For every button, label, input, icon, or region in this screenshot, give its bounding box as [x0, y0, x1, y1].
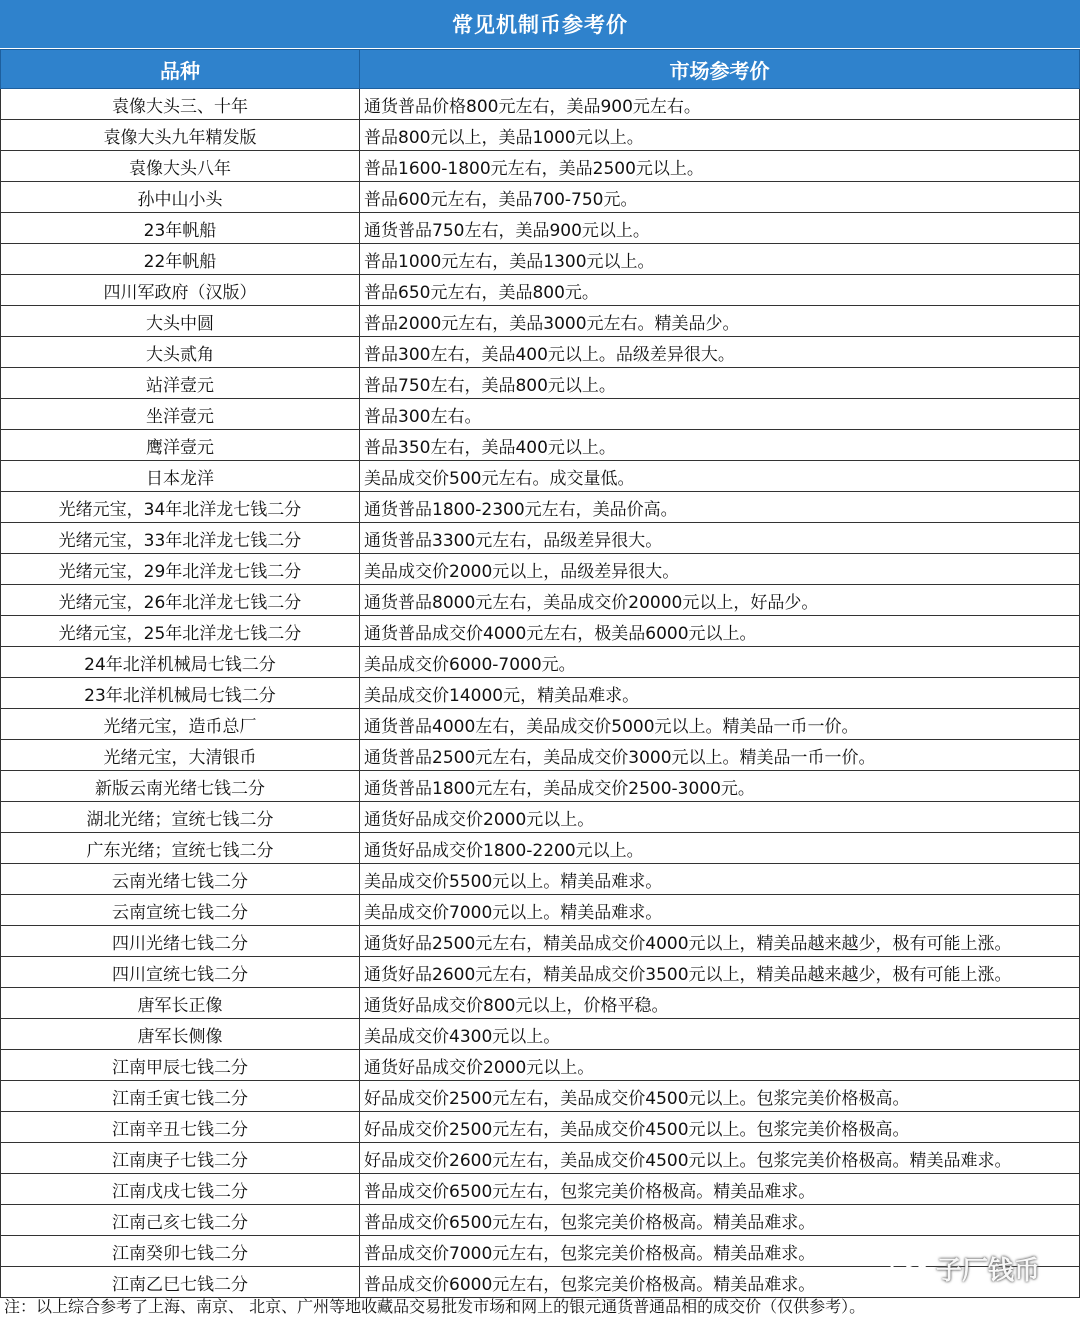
coin-variety-cell: 唐军长正像 [1, 988, 360, 1019]
coin-variety-cell: 江南辛丑七钱二分 [1, 1112, 360, 1143]
coin-variety-cell: 23年帆船 [1, 213, 360, 244]
market-price-cell: 通货普品3300元左右，品级差异很大。 [360, 523, 1080, 554]
table-row [1, 89, 1080, 120]
market-price-cell: 好品成交价2500元左右，美品成交价4500元以上。包浆完美价格极高。 [360, 1081, 1080, 1112]
table-row [1, 1205, 1080, 1236]
market-price-cell: 通货普品8000元左右，美品成交价20000元以上，好品少。 [360, 585, 1080, 616]
coin-variety-cell: 云南光绪七钱二分 [1, 864, 360, 895]
coin-variety-cell: 江南壬寅七钱二分 [1, 1081, 360, 1112]
market-price-cell: 美品成交价4300元以上。 [360, 1019, 1080, 1050]
table-row [1, 1174, 1080, 1205]
table-row [1, 926, 1080, 957]
table-row [1, 1081, 1080, 1112]
coin-variety-cell: 24年北洋机械局七钱二分 [1, 647, 360, 678]
table-row [1, 957, 1080, 988]
coin-variety-cell: 袁像大头三、十年 [1, 89, 360, 120]
table-row [1, 368, 1080, 399]
market-price-cell: 美品成交价14000元，精美品难求。 [360, 678, 1080, 709]
market-price-cell: 通货普品价格800元左右，美品900元左右。 [360, 89, 1080, 120]
coin-variety-cell: 光绪元宝，25年北洋龙七钱二分 [1, 616, 360, 647]
coin-variety-cell: 站洋壹元 [1, 368, 360, 399]
market-price-cell: 普品300左右。 [360, 399, 1080, 430]
table-row [1, 1143, 1080, 1174]
coin-variety-cell: 光绪元宝，33年北洋龙七钱二分 [1, 523, 360, 554]
coin-variety-cell: 光绪元宝，26年北洋龙七钱二分 [1, 585, 360, 616]
coin-variety-cell: 江南甲辰七钱二分 [1, 1050, 360, 1081]
market-price-cell: 普品750左右，美品800元以上。 [360, 368, 1080, 399]
table-title: 常见机制币参考价 [0, 0, 1080, 49]
wechat-icon [890, 1252, 930, 1286]
coin-variety-cell: 袁像大头八年 [1, 151, 360, 182]
market-price-cell: 普品600元左右，美品700-750元。 [360, 182, 1080, 213]
coin-variety-cell: 23年北洋机械局七钱二分 [1, 678, 360, 709]
market-price-cell: 美品成交价7000元以上。精美品难求。 [360, 895, 1080, 926]
table-row [1, 399, 1080, 430]
coin-variety-cell: 江南戊戌七钱二分 [1, 1174, 360, 1205]
table-row [1, 678, 1080, 709]
table-row [1, 740, 1080, 771]
coin-variety-cell: 新版云南光绪七钱二分 [1, 771, 360, 802]
price-table [0, 49, 1080, 1298]
watermark-text: 子厂钱币 [936, 1256, 1041, 1286]
coin-variety-cell: 四川宣统七钱二分 [1, 957, 360, 988]
table-row [1, 213, 1080, 244]
table-row [1, 430, 1080, 461]
coin-variety-cell: 鹰洋壹元 [1, 430, 360, 461]
coin-variety-cell: 光绪元宝，大清银币 [1, 740, 360, 771]
market-price-cell: 通货普品4000左右，美品成交价5000元以上。精美品一币一价。 [360, 709, 1080, 740]
coin-variety-cell: 光绪元宝，29年北洋龙七钱二分 [1, 554, 360, 585]
market-price-cell: 通货好品成交价1800-2200元以上。 [360, 833, 1080, 864]
market-price-cell: 普品成交价7000元左右，包浆完美价格极高。精美品难求。 [360, 1236, 1080, 1267]
table-row [1, 120, 1080, 151]
coin-variety-cell: 大头中圆 [1, 306, 360, 337]
market-price-cell: 好品成交价2600元左右，美品成交价4500元以上。包浆完美价格极高。精美品难求。 [360, 1143, 1080, 1174]
watermark [890, 1250, 1040, 1287]
market-price-cell: 美品成交价2000元以上，品级差异很大。 [360, 554, 1080, 585]
table-row [1, 833, 1080, 864]
market-price-cell: 普品800元以上，美品1000元以上。 [360, 120, 1080, 151]
table-row [1, 492, 1080, 523]
market-price-cell: 通货好品成交价800元以上，价格平稳。 [360, 988, 1080, 1019]
table-row [1, 616, 1080, 647]
market-price-cell: 普品350左右，美品400元以上。 [360, 430, 1080, 461]
table-row [1, 864, 1080, 895]
table-row [1, 275, 1080, 306]
table-row [1, 895, 1080, 926]
market-price-cell: 普品1000元左右，美品1300元以上。 [360, 244, 1080, 275]
market-price-cell: 美品成交价6000-7000元。 [360, 647, 1080, 678]
coin-variety-cell: 湖北光绪；宣统七钱二分 [1, 802, 360, 833]
table-row [1, 461, 1080, 492]
table-row [1, 523, 1080, 554]
coin-variety-cell: 四川光绪七钱二分 [1, 926, 360, 957]
coin-variety-cell: 孙中山小头 [1, 182, 360, 213]
coin-variety-cell: 22年帆船 [1, 244, 360, 275]
coin-variety-cell: 袁像大头九年精发版 [1, 120, 360, 151]
table-row [1, 585, 1080, 616]
coin-variety-cell: 云南宣统七钱二分 [1, 895, 360, 926]
footnote: 注：以上综合参考了上海、南京、 北京、广州等地收藏品交易批发市场和网上的银元通货普通品相的成交价（仅供参考）。 [4, 1297, 866, 1316]
market-price-cell: 通货普品1800元左右，美品成交价2500-3000元。 [360, 771, 1080, 802]
table-row [1, 709, 1080, 740]
market-price-cell: 普品成交价6500元左右，包浆完美价格极高。精美品难求。 [360, 1174, 1080, 1205]
coin-variety-cell: 日本龙洋 [1, 461, 360, 492]
table-row [1, 151, 1080, 182]
table-row [1, 1050, 1080, 1081]
market-price-cell: 通货好品2600元左右，精美品成交价3500元以上，精美品越来越少，极有可能上涨。 [360, 957, 1080, 988]
table-row [1, 182, 1080, 213]
market-price-cell: 普品成交价6500元左右，包浆完美价格极高。精美品难求。 [360, 1205, 1080, 1236]
coin-variety-cell: 江南癸卯七钱二分 [1, 1236, 360, 1267]
table-row [1, 337, 1080, 368]
market-price-cell: 通货普品750左右，美品900元以上。 [360, 213, 1080, 244]
table-row [1, 988, 1080, 1019]
market-price-cell: 好品成交价2500元左右，美品成交价4500元以上。包浆完美价格极高。 [360, 1112, 1080, 1143]
column-header-market-price: 市场参考价 [360, 50, 1080, 89]
market-price-cell: 美品成交价5500元以上。精美品难求。 [360, 864, 1080, 895]
market-price-cell: 通货普品成交价4000元左右，极美品6000元以上。 [360, 616, 1080, 647]
table-body [1, 89, 1080, 1298]
coin-variety-cell: 四川军政府（汉版） [1, 275, 360, 306]
coin-variety-cell: 唐军长侧像 [1, 1019, 360, 1050]
coin-variety-cell: 光绪元宝，34年北洋龙七钱二分 [1, 492, 360, 523]
market-price-cell: 通货好品成交价2000元以上。 [360, 802, 1080, 833]
coin-variety-cell: 光绪元宝，造币总厂 [1, 709, 360, 740]
table-row [1, 554, 1080, 585]
table-row [1, 771, 1080, 802]
column-header-variety: 品种 [1, 50, 360, 89]
coin-variety-cell: 坐洋壹元 [1, 399, 360, 430]
market-price-cell: 普品2000元左右，美品3000元左右。精美品少。 [360, 306, 1080, 337]
header-row [1, 50, 1080, 89]
table-row [1, 647, 1080, 678]
market-price-cell: 普品650元左右，美品800元。 [360, 275, 1080, 306]
market-price-cell: 普品1600-1800元左右，美品2500元以上。 [360, 151, 1080, 182]
market-price-cell: 普品成交价6000元左右，包浆完美价格极高。精美品难求。 [360, 1267, 1080, 1298]
market-price-cell: 通货好品成交价2000元以上。 [360, 1050, 1080, 1081]
market-price-cell: 普品300左右，美品400元以上。品级差异很大。 [360, 337, 1080, 368]
market-price-cell: 美品成交价500元左右。成交量低。 [360, 461, 1080, 492]
coin-variety-cell: 广东光绪；宣统七钱二分 [1, 833, 360, 864]
coin-variety-cell: 江南庚子七钱二分 [1, 1143, 360, 1174]
table-row [1, 306, 1080, 337]
coin-variety-cell: 江南己亥七钱二分 [1, 1205, 360, 1236]
coin-variety-cell: 江南乙巳七钱二分 [1, 1267, 360, 1298]
coin-variety-cell: 大头贰角 [1, 337, 360, 368]
market-price-cell: 通货普品1800-2300元左右，美品价高。 [360, 492, 1080, 523]
table-row [1, 802, 1080, 833]
market-price-cell: 通货普品2500元左右，美品成交价3000元以上。精美品一币一价。 [360, 740, 1080, 771]
table-row [1, 1112, 1080, 1143]
market-price-cell: 通货好品2500元左右，精美品成交价4000元以上，精美品越来越少，极有可能上涨。 [360, 926, 1080, 957]
table-row [1, 244, 1080, 275]
table-row [1, 1019, 1080, 1050]
